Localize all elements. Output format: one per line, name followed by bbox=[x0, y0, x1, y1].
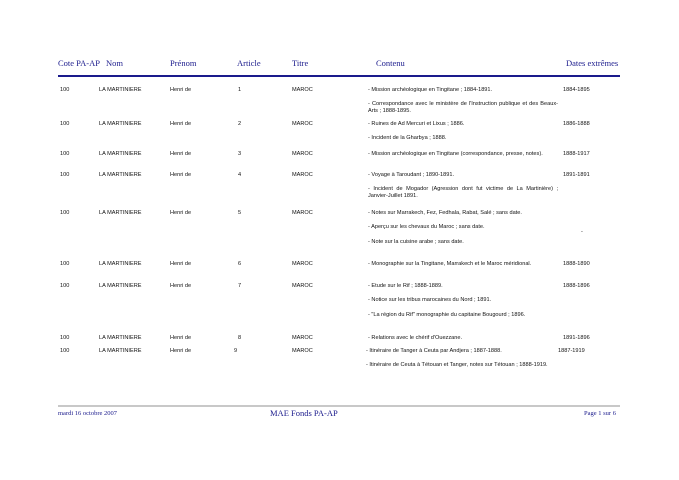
cell-prenom: Henri de bbox=[170, 335, 192, 341]
header-nom: Nom bbox=[106, 58, 123, 68]
cell-dates: 1891-1891 bbox=[563, 172, 590, 178]
cell-contenu-line: - Voyage à Taroudant ; 1890-1891. bbox=[368, 172, 455, 178]
cell-prenom: Henri de bbox=[170, 283, 192, 289]
cell-dates: 1891-1896 bbox=[563, 335, 590, 341]
cell-dates: 1887-1919 bbox=[558, 348, 585, 354]
cell-contenu-line: - Itinéraire de Tanger à Ceuta par Andjera ; 1887-1888. bbox=[366, 348, 502, 354]
cell-cote: 100 bbox=[60, 210, 70, 216]
cell-contenu-line: - Note sur la cuisine arabe ; sans date. bbox=[368, 239, 464, 245]
cell-cote: 100 bbox=[60, 283, 70, 289]
cell-article: 4 bbox=[238, 172, 242, 178]
header-article: Article bbox=[237, 58, 261, 68]
cell-titre: MAROC bbox=[292, 261, 313, 267]
cell-nom: LA MARTINIERE bbox=[99, 261, 142, 267]
cell-article: 9 bbox=[234, 348, 238, 354]
cell-prenom: Henri de bbox=[170, 87, 192, 93]
cell-contenu-line: - Aperçu sur les chevaux du Maroc ; sans date. bbox=[368, 224, 485, 230]
cell-contenu-line: - Notes sur Marrakech, Fez, Fedhala, Rabat, Salé ; sans date. bbox=[368, 210, 522, 216]
cell-titre: MAROC bbox=[292, 348, 313, 354]
cell-nom: LA MARTINIERE bbox=[99, 335, 142, 341]
cell-dates: - bbox=[581, 229, 583, 235]
cell-nom: LA MARTINIERE bbox=[99, 283, 142, 289]
header-titre: Titre bbox=[292, 58, 309, 68]
cell-dates: 1888-1917 bbox=[563, 151, 590, 157]
cell-prenom: Henri de bbox=[170, 261, 192, 267]
cell-titre: MAROC bbox=[292, 121, 313, 127]
cell-contenu-line: - Monographie sur la Tingitane, Marrakech et le Maroc méridional. bbox=[368, 261, 532, 267]
cell-prenom: Henri de bbox=[170, 121, 192, 127]
footer-page-number: Page 1 sur 6 bbox=[584, 410, 616, 417]
cell-dates: 1886-1888 bbox=[563, 121, 590, 127]
cell-cote: 100 bbox=[60, 335, 70, 341]
cell-titre: MAROC bbox=[292, 335, 313, 341]
cell-contenu-line: - "La région du Rif" monographie du capitaine Bougourd ; 1896. bbox=[368, 312, 526, 318]
cell-nom: LA MARTINIERE bbox=[99, 121, 142, 127]
cell-contenu-line: - Mission archéologique en Tingitane ; 1884-1891. bbox=[368, 87, 493, 93]
cell-article: 5 bbox=[238, 210, 242, 216]
cell-article: 7 bbox=[238, 283, 242, 289]
cell-nom: LA MARTINIERE bbox=[99, 87, 142, 93]
cell-contenu-line: - Incident de Mogador (Agression dont fut victime de La Martinière) ; Janvier-Juillet 1891. bbox=[368, 186, 558, 199]
cell-nom: LA MARTINIERE bbox=[99, 151, 142, 157]
cell-cote: 100 bbox=[60, 151, 70, 157]
cell-contenu-line: - Mission archéologique en Tingitane (correspondance, presse, notes). bbox=[368, 151, 543, 157]
cell-contenu-line: - Incident de la Gharbya ; 1888. bbox=[368, 135, 447, 141]
cell-cote: 100 bbox=[60, 348, 70, 354]
cell-article: 3 bbox=[238, 151, 242, 157]
footer-title: MAE Fonds PA-AP bbox=[270, 408, 338, 418]
cell-nom: LA MARTINIERE bbox=[99, 210, 142, 216]
cell-titre: MAROC bbox=[292, 87, 313, 93]
cell-cote: 100 bbox=[60, 261, 70, 267]
cell-contenu-line: - Relations avec le chérif d'Ouezzane. bbox=[368, 335, 463, 341]
cell-prenom: Henri de bbox=[170, 151, 192, 157]
cell-nom: LA MARTINIERE bbox=[99, 348, 142, 354]
cell-cote: 100 bbox=[60, 121, 70, 127]
cell-contenu-line: - Etude sur le Rif ; 1888-1889. bbox=[368, 283, 443, 289]
header-cote: Cote PA-AP bbox=[58, 58, 100, 68]
cell-titre: MAROC bbox=[292, 151, 313, 157]
cell-nom: LA MARTINIERE bbox=[99, 172, 142, 178]
cell-dates: 1888-1890 bbox=[563, 261, 590, 267]
cell-article: 2 bbox=[238, 121, 242, 127]
cell-prenom: Henri de bbox=[170, 172, 192, 178]
cell-contenu-line: - Ruines de Ad Mercuri et Lixus ; 1886. bbox=[368, 121, 465, 127]
cell-dates: 1888-1896 bbox=[563, 283, 590, 289]
cell-prenom: Henri de bbox=[170, 210, 192, 216]
cell-article: 1 bbox=[238, 87, 242, 93]
cell-contenu-line: - Itinéraire de Ceuta à Tétouan et Tanger, notes sur Tétouan ; 1888-1919. bbox=[366, 362, 548, 368]
cell-cote: 100 bbox=[60, 172, 70, 178]
cell-prenom: Henri de bbox=[170, 348, 192, 354]
header-contenu: Contenu bbox=[376, 58, 405, 68]
footer-rule bbox=[58, 405, 620, 407]
cell-titre: MAROC bbox=[292, 283, 313, 289]
cell-contenu-line: - Notice sur les tribus marocaines du Nord ; 1891. bbox=[368, 297, 492, 303]
cell-titre: MAROC bbox=[292, 172, 313, 178]
header-prenom: Prénom bbox=[170, 58, 197, 68]
cell-contenu-line: - Correspondance avec le ministère de l'Instruction publique et des Beaux-Arts ; 1888-1895. bbox=[368, 101, 558, 114]
cell-article: 8 bbox=[238, 335, 242, 341]
footer-date: mardi 16 octobre 2007 bbox=[58, 410, 118, 417]
cell-titre: MAROC bbox=[292, 210, 313, 216]
header-dates: Dates extrêmes bbox=[566, 58, 619, 68]
cell-cote: 100 bbox=[60, 87, 70, 93]
cell-article: 6 bbox=[238, 261, 242, 267]
header-rule bbox=[58, 75, 620, 77]
cell-dates: 1884-1895 bbox=[563, 87, 590, 93]
